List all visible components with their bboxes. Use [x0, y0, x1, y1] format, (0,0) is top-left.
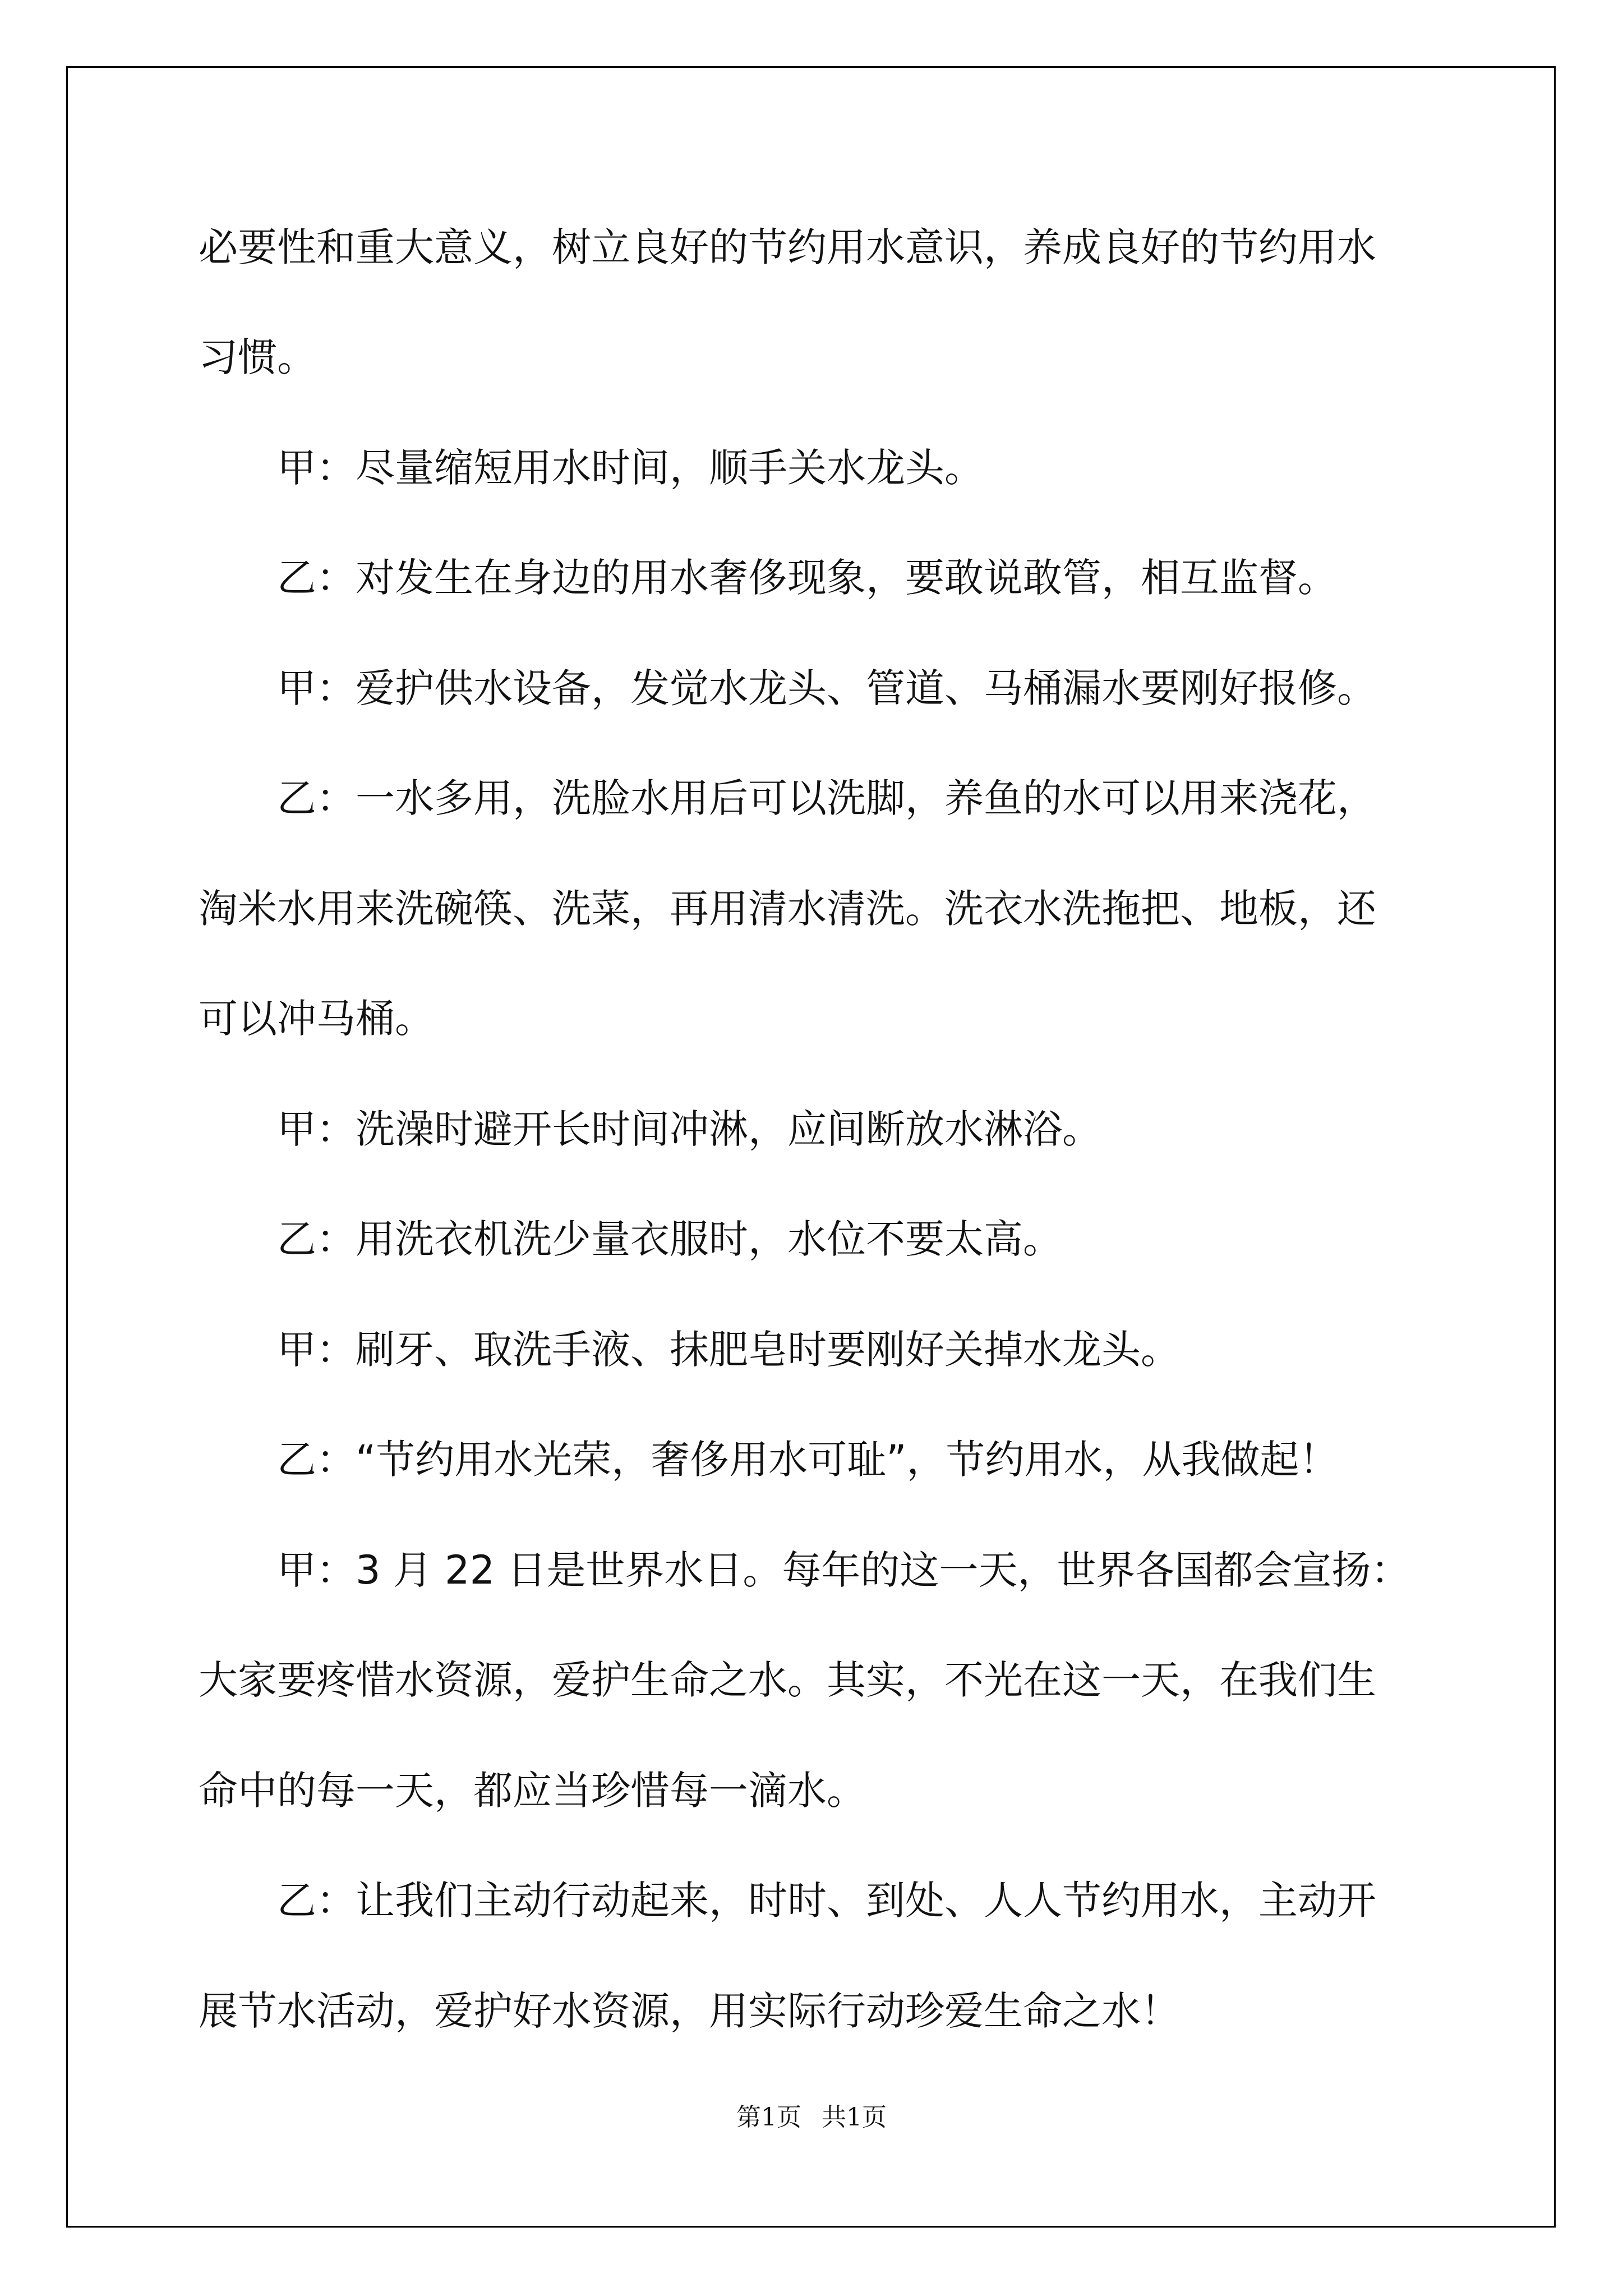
page-footer — [0, 2097, 1623, 2133]
text-line: 乙：“节约用水光荣，奢侈用水可耻”，节约用水，从我做起！ — [199, 1437, 1339, 1483]
text-line: 乙：用洗衣机洗少量衣服时，水位不要太高。 — [199, 1216, 1062, 1262]
text-line: 甲：3 月 22 日是世界水日。每年的这一天，世界各国都会宣扬： — [199, 1547, 1410, 1593]
page-number-current: 第1页 — [736, 2103, 801, 2132]
text-line: 乙：一水多用，洗脸水用后可以洗脚，养鱼的水可以用来浇花， — [199, 775, 1376, 821]
text-line: 习惯。 — [199, 334, 316, 380]
text-line: 必要性和重大意义，树立良好的节约用水意识，养成良好的节约用水 — [199, 224, 1376, 270]
page-number-total: 共1页 — [822, 2103, 887, 2132]
text-line: 淘米水用来洗碗筷、洗菜，再用清水清洗。洗衣水洗拖把、地板，还 — [199, 886, 1376, 932]
text-line: 乙：对发生在身边的用水奢侈现象，要敢说敢管，相互监督。 — [199, 555, 1337, 601]
text-line: 甲：尽量缩短用水时间，顺手关水龙头。 — [199, 445, 984, 491]
text-line: 甲：刷牙、取洗手液、抹肥皂时要刚好关掉水龙头。 — [199, 1327, 1180, 1373]
text-line: 甲：洗澡时避开长时间冲淋，应间断放水淋浴。 — [199, 1106, 1101, 1152]
text-line: 可以冲马桶。 — [199, 996, 434, 1042]
text-line: 乙：让我们主动行动起来，时时、到处、人人节约用水，主动开 — [199, 1878, 1376, 1924]
text-line: 展节水活动，爱护好水资源，用实际行动珍爱生命之水！ — [199, 1988, 1180, 2034]
text-line: 命中的每一天，都应当珍惜每一滴水。 — [199, 1768, 866, 1814]
text-line: 大家要疼惜水资源，爱护生命之水。其实，不光在这一天，在我们生 — [199, 1657, 1376, 1703]
text-line: 甲：爱护供水设备，发觉水龙头、管道、马桶漏水要刚好报修。 — [199, 665, 1376, 711]
